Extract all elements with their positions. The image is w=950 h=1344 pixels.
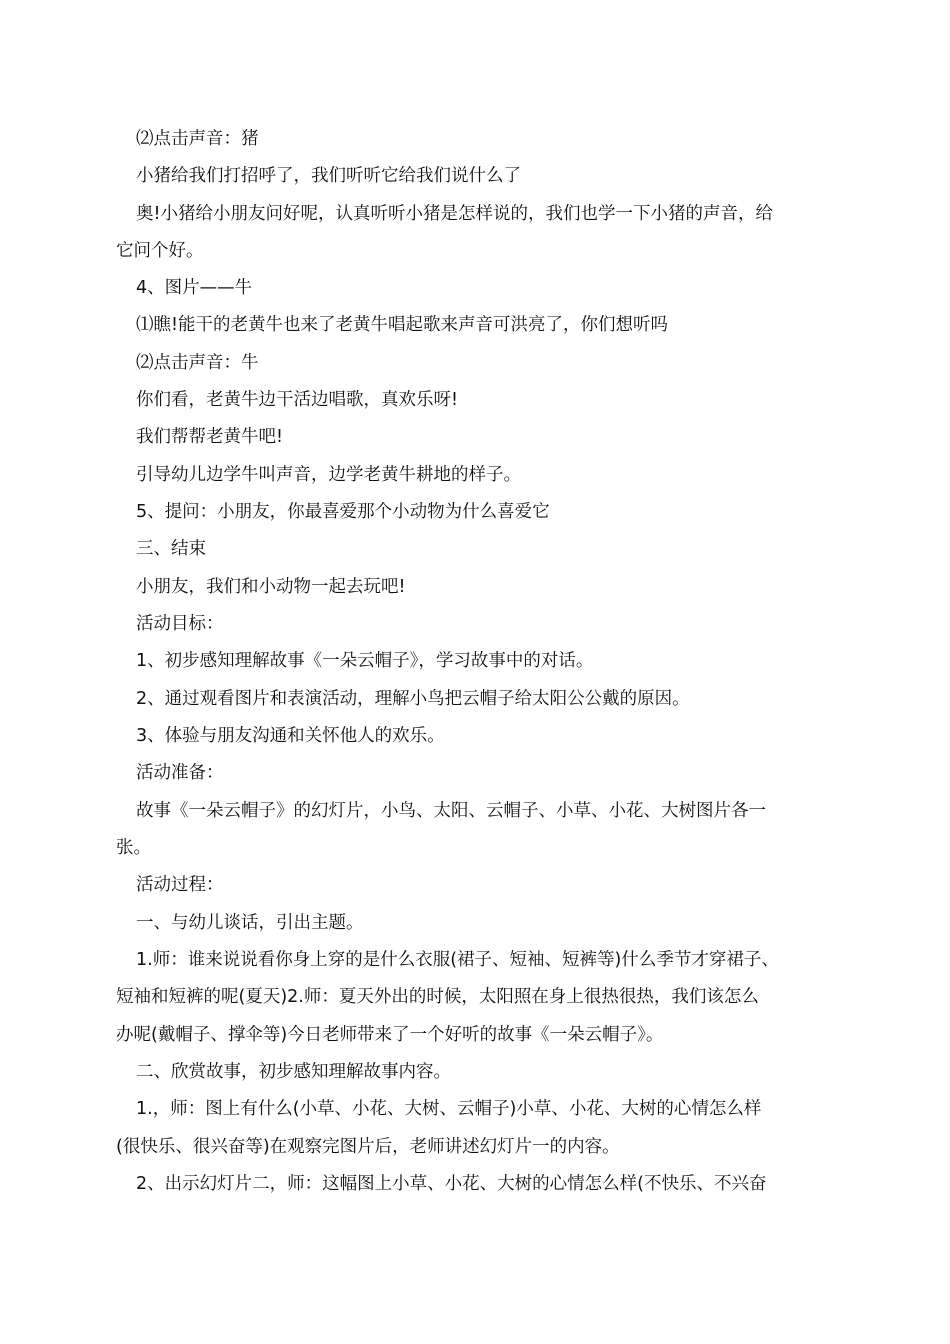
text-line: 奥!小猪给小朋友问好呢，认真听听小猪是怎样说的，我们也学一下小猪的声音，给 (136, 204, 774, 224)
section-heading: 活动准备： (136, 763, 224, 783)
text-line: 引导幼儿边学牛叫声音，边学老黄牛耕地的样子。 (136, 465, 521, 485)
text-line: 我们帮帮老黄牛吧! (136, 427, 284, 447)
list-item: 3、体验与朋友沟通和关怀他人的欢乐。 (136, 726, 445, 746)
text-line: 4、图片——牛 (136, 278, 253, 298)
text-line: 2、出示幻灯片二，师：这幅图上小草、小花、大树的心情怎么样(不快乐、不兴奋 (136, 1174, 767, 1194)
text-line: ⑴瞧!能干的老黄牛也来了老黄牛唱起歌来声音可洪亮了，你们想听吗 (136, 315, 669, 335)
section-heading: 活动目标： (136, 614, 224, 634)
section-heading: 三、结束 (136, 539, 206, 559)
text-line: (很快乐、很兴奋等)在观察完图片后，老师讲述幻灯片一的内容。 (116, 1137, 620, 1157)
text-line: 小猪给我们打招呼了，我们听听它给我们说什么了 (136, 166, 521, 186)
text-line: 短袖和短裤的呢(夏天)2.师：夏天外出的时候，太阳照在身上很热很热，我们该怎么 (116, 987, 759, 1007)
section-heading: 一、与幼儿谈话，引出主题。 (136, 913, 364, 933)
text-line: 1.，师：图上有什么(小草、小花、大树、云帽子)小草、小花、大树的心情怎么样 (136, 1099, 762, 1119)
text-line: 故事《一朵云帽子》的幻灯片，小鸟、太阳、云帽子、小草、小花、大树图片各一 (136, 801, 766, 821)
text-line: ⑵点击声音：猪 (136, 129, 259, 149)
section-heading: 二、欣赏故事，初步感知理解故事内容。 (136, 1062, 451, 1082)
text-line: 你们看，老黄牛边干活边唱歌，真欢乐呀! (136, 390, 459, 410)
text-line: 小朋友，我们和小动物一起去玩吧! (136, 577, 406, 597)
list-item: 1、初步感知理解故事《一朵云帽子》，学习故事中的对话。 (136, 651, 594, 671)
text-line: 它问个好。 (116, 241, 204, 261)
text-line: 1.师：谁来说说看你身上穿的是什么衣服(裙子、短袖、短裤等)什么季节才穿裙子、 (136, 950, 779, 970)
section-heading: 活动过程： (136, 875, 224, 895)
list-item: 2、通过观看图片和表演活动，理解小鸟把云帽子给太阳公公戴的原因。 (136, 689, 690, 709)
text-line: 办呢(戴帽子、撑伞等)今日老师带来了一个好听的故事《一朵云帽子》。 (116, 1025, 664, 1045)
text-line: ⑵点击声音：牛 (136, 353, 259, 373)
text-line: 5、提问：小朋友，你最喜爱那个小动物为什么喜爱它 (136, 502, 550, 522)
text-line: 张。 (116, 838, 151, 858)
